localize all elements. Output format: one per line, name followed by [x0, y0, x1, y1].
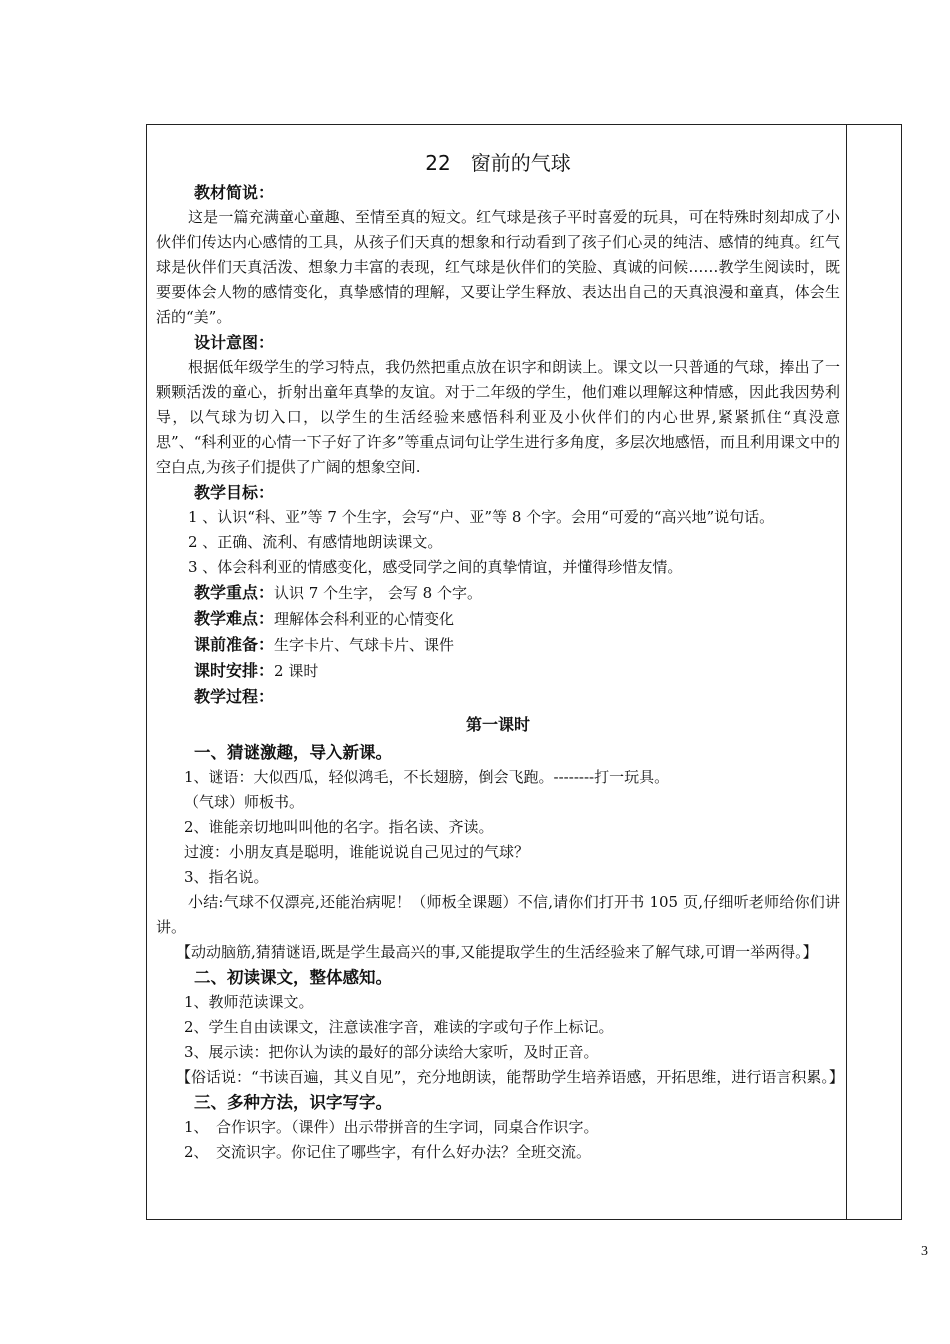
schedule-row	[156, 658, 840, 684]
goal-item-2: 2 、正确、流利、有感情地朗读课文。	[188, 533, 443, 551]
s2-line-3: 3、展示读：把你认为读的最好的部分读给大家听，及时正音。	[184, 1043, 599, 1061]
s1-line-4: 过渡：小朋友真是聪明，谁能说说自己见过的气球？	[184, 843, 530, 861]
section-3-title: 三、多种方法，识字写字。	[194, 1093, 392, 1112]
difficulty-value: 理解体会科利亚的心情变化	[274, 610, 455, 628]
page-number: 3	[921, 1244, 928, 1259]
s1-line-5: 3、指名说。	[184, 868, 269, 886]
preparation-label: 课前准备：	[194, 635, 275, 654]
preparation-value: 生字卡片、气球卡片、课件	[274, 636, 455, 654]
schedule-label: 课时安排：	[194, 661, 275, 680]
column-divider	[846, 124, 847, 1220]
intro-text: 这是一篇充满童心童趣、至情至真的短文。红气球是孩子平时喜爱的玩具，可在特殊时刻却成了小伙伴们传达内心感情的工具，从孩子们天真的想象和行动看到了孩子们心灵的纯洁、感情的纯真。红气球是伙伴们天真活泼、想象力丰富的表现，红气球是伙伴们的笑脸、真诚的问候……教学生阅读时，既要要体会人物的感情变化，真挚感情的理解，又要让学生释放、表达出自己的天真浪漫和童真，体会生活的“美”。	[156, 208, 840, 326]
schedule-value: 2 课时	[274, 662, 319, 680]
goals-heading: 教学目标：	[194, 483, 275, 502]
process-row	[156, 684, 840, 710]
key-points-value: 认识 7 个生字， 会写 8 个字。	[274, 584, 482, 602]
s1-note: 【动动脑筋,猜猜谜语,既是学生最高兴的事,又能提取学生的生活经验来了解气球,可谓一举两得。】	[176, 943, 818, 961]
goal-item-3: 3 、体会科利亚的情感变化，感受同学之间的真挚情谊，并懂得珍惜友情。	[188, 558, 683, 576]
page-title: 22 窗前的气球	[425, 151, 571, 175]
design-heading: 设计意图：	[194, 333, 275, 352]
s2-line-1: 1、教师范读课文。	[184, 993, 314, 1011]
s3-line-1: 1、 合作识字。（课件）出示带拼音的生字词，同桌合作识字。	[184, 1118, 599, 1136]
lesson-heading: 第一课时	[465, 715, 530, 734]
process-label: 教学过程：	[194, 687, 275, 706]
difficulty-label: 教学难点：	[194, 609, 275, 628]
lesson-plan-content	[156, 146, 844, 1165]
key-points-row	[156, 580, 840, 606]
s1-line-2: （气球）师板书。	[184, 793, 305, 811]
s1-line-1: 1、谜语：大似西瓜，轻似鸿毛，不长翅膀，倒会飞跑。--------打一玩具。	[184, 768, 670, 786]
section-1-title: 一、猜谜激趣，导入新课。	[194, 743, 392, 762]
s2-line-2: 2、学生自由读课文，注意读准字音，难读的字或句子作上标记。	[184, 1018, 614, 1036]
preparation-row	[156, 632, 840, 658]
goal-item-1: 1 、认识“科、亚”等 7 个生字，会写“户、亚”等 8 个字。会用“可爱的“高兴地”说句话。	[188, 508, 775, 526]
s1-line-6: 小结:气球不仅漂亮,还能治病呢！（师板全课题）不信,请你们打开书 105 页,仔细听老师给你们讲讲。	[156, 893, 840, 936]
s3-line-2: 2、 交流识字。你记住了哪些字，有什么好办法？全班交流。	[184, 1143, 592, 1161]
intro-heading: 教材简说：	[194, 183, 275, 202]
difficulty-row	[156, 606, 840, 632]
key-points-label: 教学重点：	[194, 583, 275, 602]
section-2-title: 二、初读课文，整体感知。	[194, 968, 392, 987]
s2-note: 【俗话说：“书读百遍，其义自见”，充分地朗读，能帮助学生培养语感，开拓思维，进行语言积累。】	[176, 1068, 844, 1086]
design-text: 根据低年级学生的学习特点，我仍然把重点放在识字和朗读上。课文以一只普通的气球，捧出了一颗颗活泼的童心，折射出童年真挚的友谊。对于二年级的学生，他们难以理解这种情感，因此我因势利导，以气球为切入口，以学生的生活经验来感悟科利亚及小伙伴们的内心世界,紧紧抓住“真没意思”、“科利亚的心情一下子好了许多”等重点词句让学生进行多角度，多层次地感悟，而且利用课文中的空白点,为孩子们提供了广阔的想象空间.	[156, 358, 840, 476]
s1-line-3: 2、谁能亲切地叫叫他的名字。指名读、齐读。	[184, 818, 494, 836]
